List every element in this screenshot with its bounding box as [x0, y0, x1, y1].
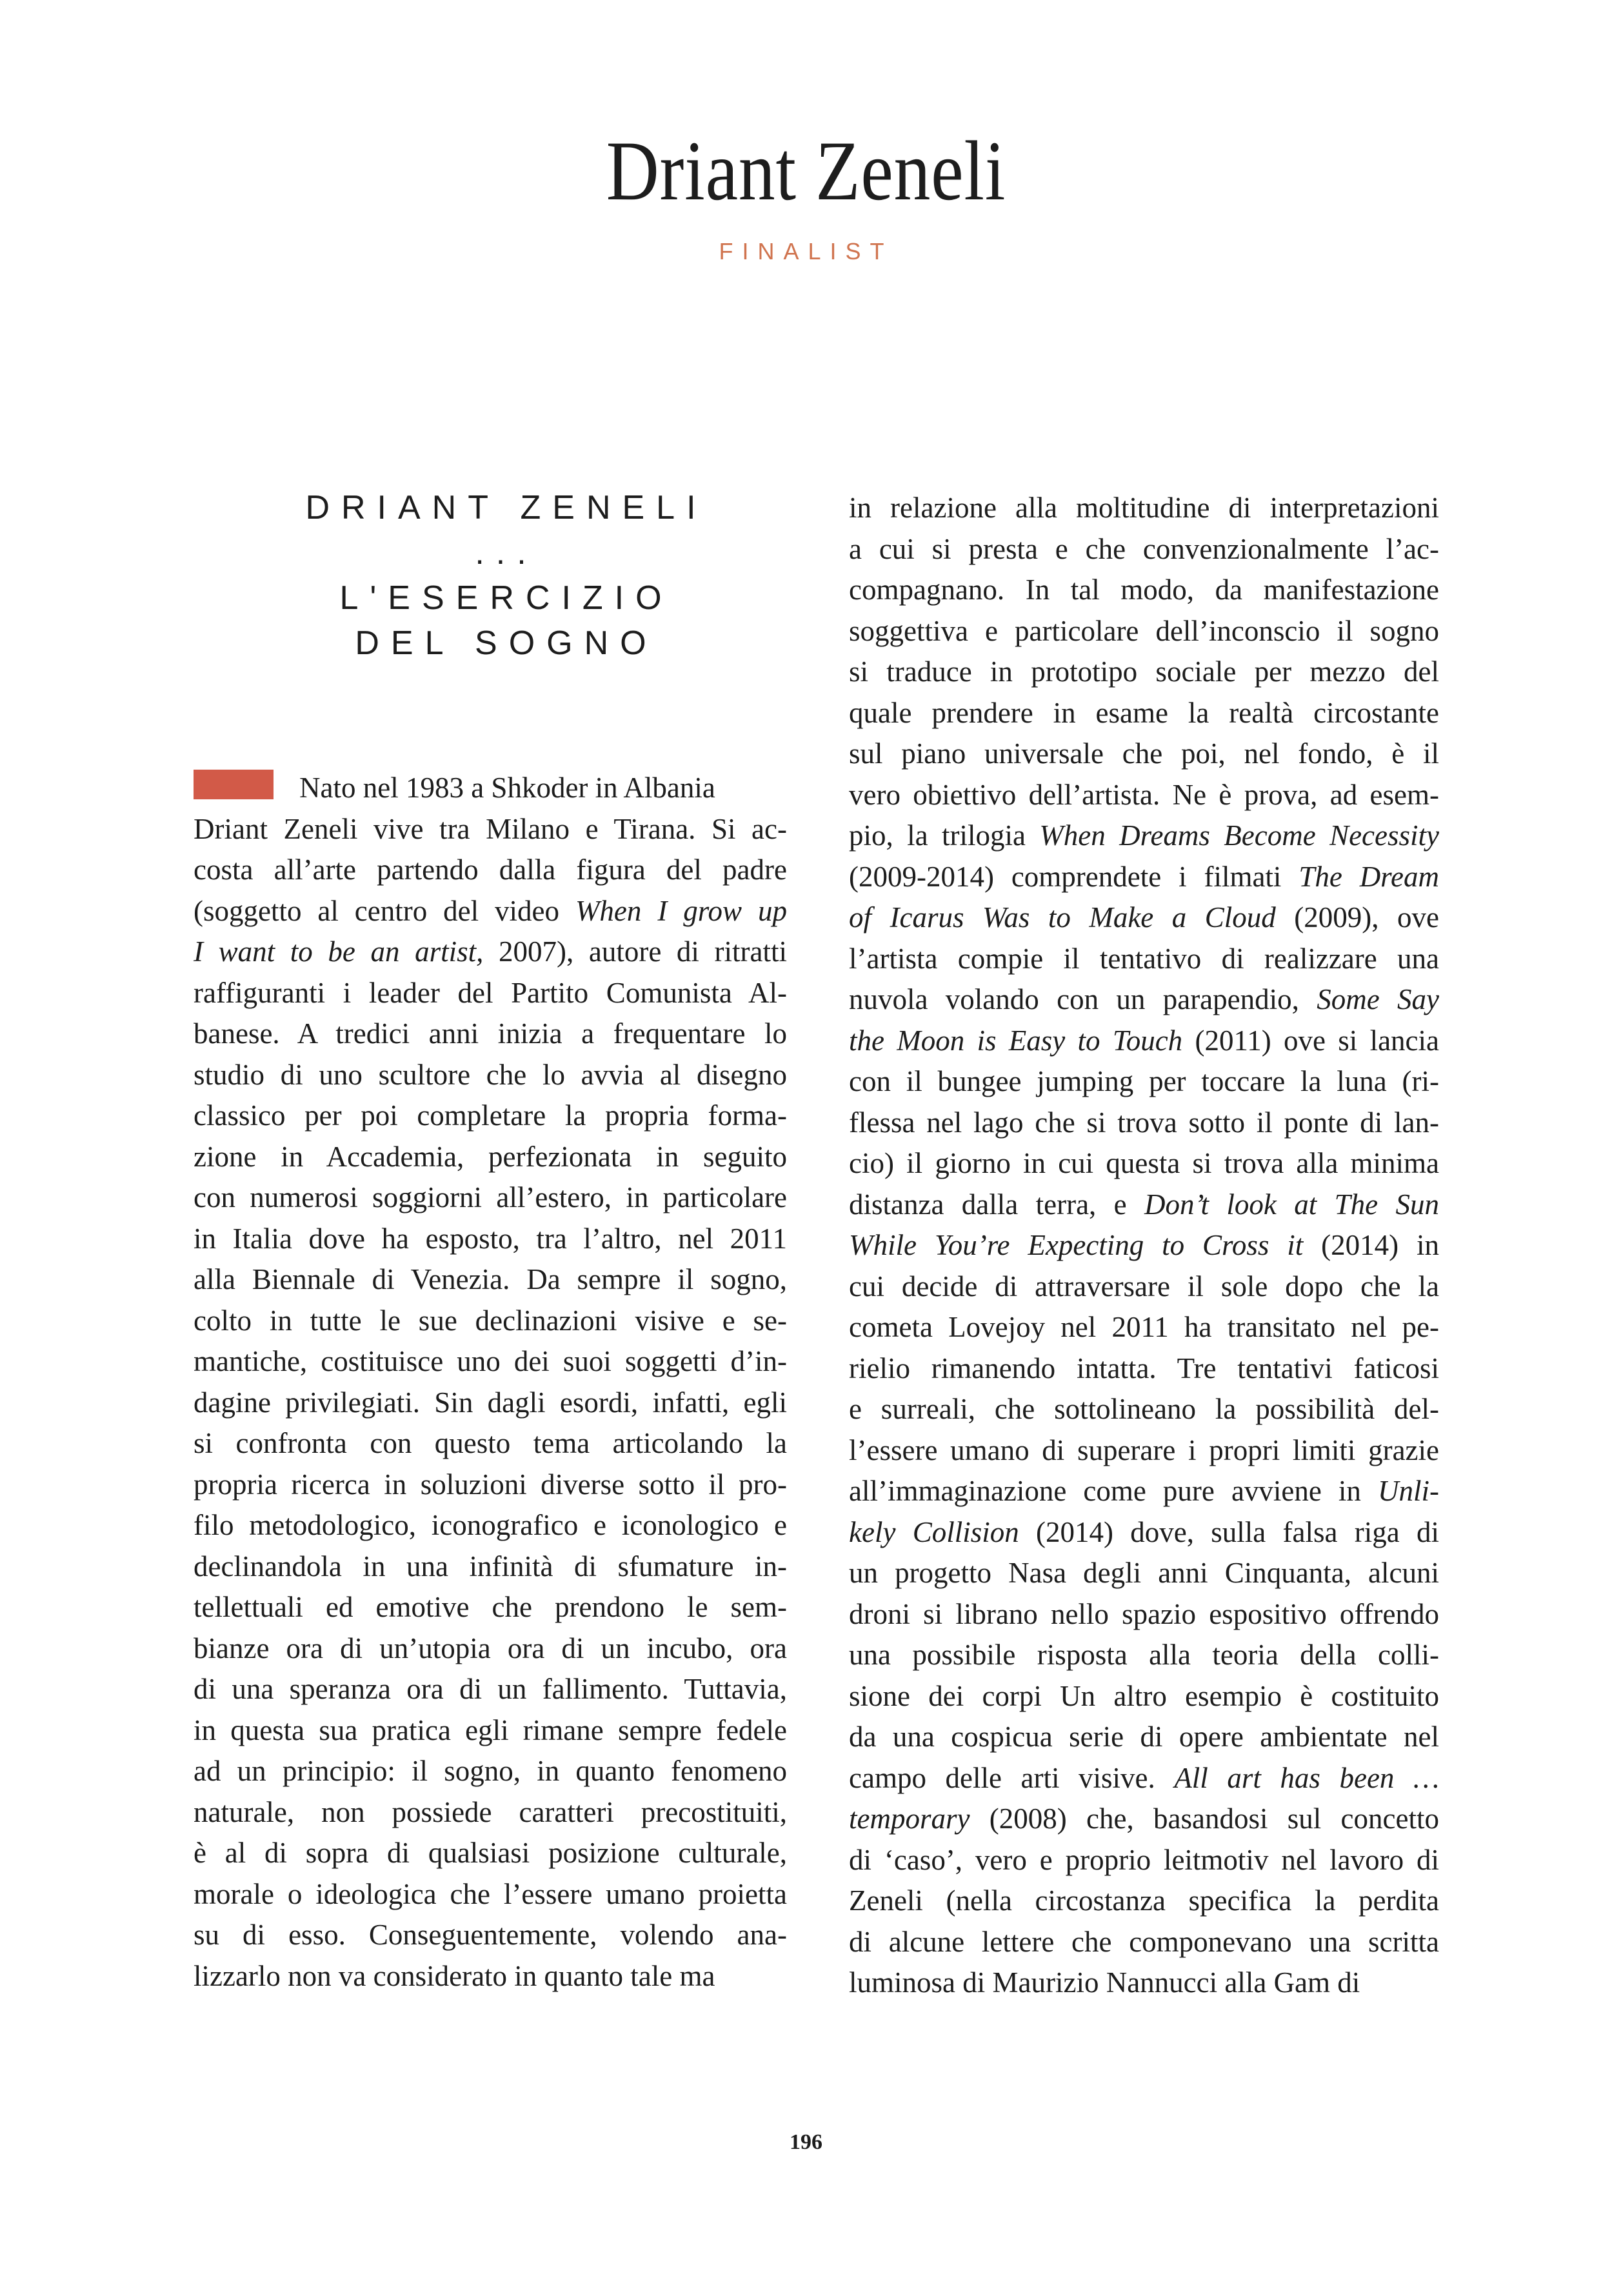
text-span: banese. A tredici anni inizia a frequentare lo — [194, 1017, 787, 1050]
text-span: vero obiettivo dell’artista. Ne è prova, ad esem- — [849, 778, 1439, 811]
section-heading-line: DEL SOGNO — [355, 624, 658, 662]
text-line — [194, 1055, 787, 1096]
text-line — [194, 1628, 787, 1670]
text-span: propria ricerca in soluzioni diverse sotto il pro- — [194, 1468, 787, 1501]
text-line — [849, 1471, 1439, 1512]
text-line — [194, 1833, 787, 1874]
accent-bar — [194, 770, 274, 799]
text-span: si confronta con questo tema articolando la — [194, 1427, 787, 1459]
text-line — [194, 1301, 787, 1342]
text-span: e surreali, che sottolineano la possibilità del- — [849, 1393, 1439, 1425]
text-span: nuvola volando con un parapendio, — [849, 983, 1317, 1015]
text-span: Zeneli (nella circostanza specifica la perdita — [849, 1884, 1439, 1917]
italic-title-text: When Dreams Become Necessity — [1039, 819, 1440, 852]
text-line — [849, 1717, 1439, 1758]
text-line — [194, 1383, 787, 1424]
text-line — [194, 891, 787, 932]
text-line — [849, 1881, 1439, 1922]
text-line — [849, 1103, 1439, 1144]
text-span: in questa sua pratica egli rimane sempre fedele — [194, 1713, 787, 1746]
text-span: tellettuali ed emotive che prendono le sem- — [194, 1591, 787, 1623]
page-title: Driant Zeneli — [606, 123, 1006, 218]
text-span: (2009), ove — [1275, 901, 1439, 933]
text-line — [849, 693, 1439, 734]
text-span: alla Biennale di Venezia. Da sempre il sogno, — [194, 1263, 787, 1295]
text-span: morale o ideologica che l’essere umano proietta — [194, 1877, 787, 1910]
text-span: rielio rimanendo intatta. Tre tentativi faticosi — [849, 1352, 1439, 1384]
italic-title-text: I want to be an artist, — [194, 935, 484, 968]
text-line — [849, 1389, 1439, 1430]
text-line — [194, 1874, 787, 1915]
text-span: cio) il giorno in cui questa si trova alla minima — [849, 1147, 1439, 1179]
text-span: l’essere umano di superare i propri limiti grazie — [849, 1433, 1439, 1466]
text-span: Driant Zeneli vive tra Milano e Tirana. Si ac- — [194, 812, 787, 845]
text-span: naturale, non possiede caratteri precostituiti, — [194, 1795, 787, 1828]
text-span: flessa nel lago che si trova sotto il ponte di lan- — [849, 1106, 1439, 1139]
text-span: dagine privilegiati. Sin dagli esordi, infatti, egli — [194, 1386, 787, 1419]
section-heading-line: ... — [475, 534, 538, 572]
text-span: con il bungee jumping per toccare la luna (ri- — [849, 1065, 1439, 1097]
section-heading — [194, 485, 819, 666]
text-span: ad un principio: il sogno, in quanto fenomeno — [194, 1755, 787, 1787]
text-span: 2007), autore di ritratti — [483, 935, 787, 968]
text-span: una possibile risposta alla teoria della colli- — [849, 1639, 1439, 1671]
text-span: (2014) in — [1303, 1229, 1439, 1261]
italic-title-text: Unli- — [1378, 1475, 1439, 1507]
text-line — [194, 1915, 787, 1956]
text-span: su di esso. Conseguentemente, volendo ana- — [194, 1919, 787, 1951]
text-span: cometa Lovejoy nel 2011 ha transitato nel pe- — [849, 1311, 1439, 1343]
section-heading-line: DRIANT ZENELI — [305, 489, 708, 526]
text-line — [849, 775, 1439, 816]
text-span: zione in Accademia, perfezionata in seguito — [194, 1140, 787, 1173]
text-line — [849, 815, 1439, 857]
text-line — [194, 1505, 787, 1546]
text-line — [849, 1021, 1439, 1062]
text-span: di ‘caso’, vero e proprio leitmotiv nel lavoro di — [849, 1843, 1439, 1876]
text-span: l’artista compie il tentativo di realizzare una — [849, 942, 1439, 975]
text-span: (2008) che, basandosi sul concetto — [970, 1802, 1439, 1835]
text-span: (2011) ove si lancia — [1182, 1024, 1439, 1057]
text-line — [194, 850, 787, 891]
text-line — [849, 897, 1439, 939]
text-line — [849, 1061, 1439, 1103]
text-line — [849, 488, 1439, 529]
text-line — [849, 1307, 1439, 1348]
text-span: in relazione alla moltitudine di interpretazioni — [849, 492, 1439, 524]
italic-title-text: The Dream — [1299, 860, 1439, 893]
text-line — [194, 1669, 787, 1710]
text-span: filo metodologico, iconografico e iconologico e — [194, 1509, 787, 1541]
text-span: in Italia dove ha esposto, tra l’altro, nel 2011 — [194, 1222, 787, 1255]
text-line — [849, 1553, 1439, 1594]
text-line — [849, 1184, 1439, 1226]
text-span: sione dei corpi Un altro esempio è costituito — [849, 1679, 1439, 1712]
text-line — [194, 932, 787, 973]
text-line — [194, 1259, 787, 1301]
text-span: classico per poi completare la propria forma- — [194, 1099, 787, 1132]
text-span: pio, la trilogia — [849, 819, 1040, 852]
text-line — [194, 1546, 787, 1588]
text-span: da una cospicua serie di opere ambientate nel — [849, 1721, 1439, 1753]
text-line — [194, 1587, 787, 1628]
italic-title-text: of Icarus Was to Make a Cloud — [849, 901, 1276, 933]
text-span: compagnano. In tal modo, da manifestazione — [849, 574, 1439, 606]
text-span: sul piano universale che poi, nel fondo, è il — [849, 737, 1439, 770]
text-span: campo delle arti visive. — [849, 1761, 1175, 1794]
text-line — [194, 1956, 787, 1997]
text-line — [849, 1430, 1439, 1472]
text-span: distanza dalla terra, e — [849, 1188, 1145, 1221]
page-number: 196 — [790, 2130, 822, 2154]
text-span: raffiguranti i leader del Partito Comunista Al- — [194, 976, 787, 1009]
italic-title-text: While You’re Expecting to Cross it — [849, 1229, 1304, 1261]
text-line — [194, 1177, 787, 1219]
text-span: un progetto Nasa degli anni Cinquanta, alcuni — [849, 1557, 1439, 1589]
text-line — [849, 1840, 1439, 1881]
italic-title-text: temporary — [849, 1802, 970, 1835]
text-line — [849, 1143, 1439, 1184]
text-line — [849, 1962, 1439, 2004]
text-span: declinandola in una infinità di sfumature in- — [194, 1550, 787, 1582]
text-span: a cui si presta e che convenzionalmente l’ac- — [849, 532, 1439, 565]
italic-title-text: the Moon is Easy to Touch — [849, 1024, 1183, 1057]
text-span: di alcune lettere che componevano una scritta — [849, 1925, 1439, 1958]
text-span: (2009-2014) comprendete i filmati — [849, 860, 1299, 893]
text-span: bianze ora di un’utopia ora di un incubo, ora — [194, 1632, 787, 1664]
text-line — [194, 1341, 787, 1383]
text-span: costa all’arte partendo dalla figura del padre — [194, 854, 787, 886]
italic-title-text: All art has been … — [1174, 1761, 1439, 1794]
text-line — [849, 1225, 1439, 1266]
text-span: (soggetto al centro del video — [194, 894, 575, 927]
text-span: quale prendere in esame la realtà circostante — [849, 696, 1439, 729]
text-span: studio di uno scultore che lo avvia al disegno — [194, 1058, 787, 1091]
text-line — [849, 857, 1439, 898]
text-line — [194, 1792, 787, 1833]
text-span: all’immaginazione come pure avviene in — [849, 1475, 1378, 1507]
text-line — [849, 1922, 1439, 1963]
text-span: luminosa di Maurizio Nannucci alla Gam di — [849, 1966, 1360, 1999]
text-line — [849, 979, 1439, 1021]
body-text-right-column — [849, 488, 1439, 2004]
italic-title-text: Don’t look at The Sun — [1144, 1188, 1439, 1221]
text-line — [849, 1758, 1439, 1799]
text-line — [849, 529, 1439, 570]
text-span: droni si librano nello spazio espositivo offrendo — [849, 1597, 1439, 1630]
italic-title-text: kely Collision — [849, 1515, 1019, 1548]
text-line — [849, 1676, 1439, 1717]
text-line — [849, 1348, 1439, 1390]
text-line — [849, 1799, 1439, 1840]
page-subtitle: FINALIST — [719, 238, 893, 265]
text-span: con numerosi soggiorni all’estero, in particolare — [194, 1181, 787, 1213]
body-text-left-column — [194, 768, 787, 1997]
text-line — [194, 1137, 787, 1178]
text-line — [849, 734, 1439, 775]
text-line — [194, 809, 787, 850]
text-line — [849, 611, 1439, 652]
text-span: è al di sopra di qualsiasi posizione culturale, — [194, 1837, 787, 1869]
text-line — [849, 939, 1439, 980]
text-line — [849, 570, 1439, 611]
text-span: (2014) dove, sulla falsa riga di — [1019, 1515, 1440, 1548]
text-line — [849, 652, 1439, 693]
text-span: lizzarlo non va considerato in quanto tale ma — [194, 1959, 715, 1992]
text-line — [849, 1594, 1439, 1635]
text-span: si traduce in prototipo sociale per mezzo del — [849, 655, 1439, 688]
italic-title-text: When I grow up — [575, 894, 787, 927]
text-line — [194, 1464, 787, 1506]
text-span: soggettiva e particolare dell’inconscio il sogno — [849, 614, 1439, 647]
text-span: di una speranza ora di un fallimento. Tuttavia, — [194, 1673, 787, 1705]
text-line — [194, 973, 787, 1014]
text-line — [194, 1423, 787, 1464]
text-line — [194, 1095, 787, 1137]
text-line — [194, 1013, 787, 1055]
text-line — [194, 1219, 787, 1260]
section-heading-line: L'ESERCIZIO — [339, 579, 673, 617]
text-line — [194, 768, 787, 809]
text-line — [849, 1266, 1439, 1308]
text-line — [849, 1512, 1439, 1553]
text-line — [194, 1751, 787, 1792]
text-line — [849, 1635, 1439, 1676]
text-span: Nato nel 1983 a Shkoder in Albania — [299, 772, 715, 804]
text-line — [194, 1710, 787, 1752]
italic-title-text: Some Say — [1317, 983, 1439, 1015]
text-span: mantiche, costituisce uno dei suoi soggetti d’in- — [194, 1345, 787, 1377]
text-span: cui decide di attraversare il sole dopo che la — [849, 1270, 1439, 1303]
text-span: colto in tutte le sue declinazioni visive e se- — [194, 1304, 787, 1337]
